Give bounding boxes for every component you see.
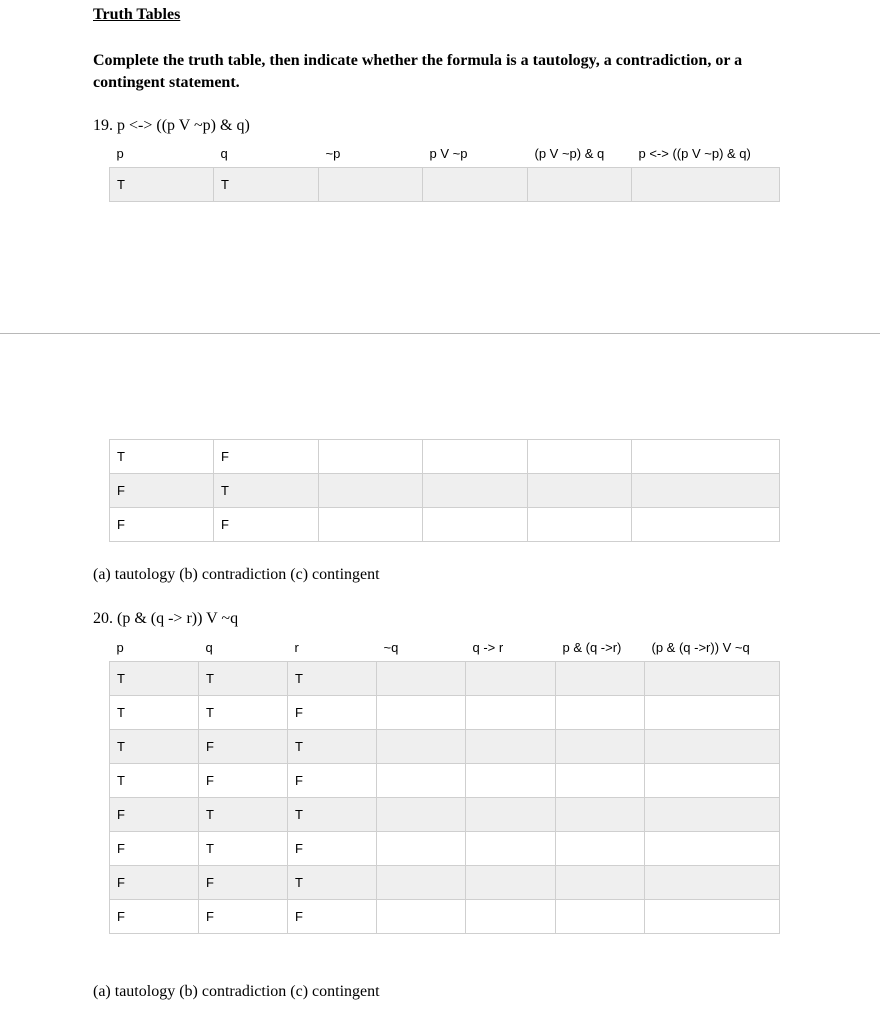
header-cell: q <box>205 640 213 655</box>
table-cell: T <box>110 662 199 696</box>
table-cell[interactable] <box>645 866 780 900</box>
table-cell[interactable] <box>423 440 528 474</box>
table-row <box>110 168 780 202</box>
table-cell[interactable] <box>423 508 528 542</box>
table-cell[interactable] <box>319 440 423 474</box>
table-cell[interactable] <box>319 508 423 542</box>
table-row <box>110 508 780 542</box>
table-cell[interactable] <box>528 508 632 542</box>
table-cell[interactable] <box>645 662 780 696</box>
table-cell[interactable] <box>466 662 556 696</box>
table-cell: T <box>199 696 288 730</box>
table-cell[interactable] <box>377 798 466 832</box>
table-cell: F <box>288 900 377 934</box>
header-cell: p <box>116 640 124 655</box>
table-cell[interactable] <box>423 474 528 508</box>
problem-20-label: 20. (p & (q -> r)) V ~q <box>93 610 239 627</box>
table-cell[interactable] <box>556 900 645 934</box>
table-cell: T <box>199 798 288 832</box>
table-cell[interactable] <box>466 866 556 900</box>
table-cell: F <box>199 764 288 798</box>
page-break-divider <box>0 333 880 334</box>
table-row <box>110 696 780 730</box>
table-cell: T <box>110 696 199 730</box>
table-cell[interactable] <box>377 866 466 900</box>
table-cell[interactable] <box>645 730 780 764</box>
table-row <box>110 764 780 798</box>
table-cell: T <box>214 474 319 508</box>
table-cell[interactable] <box>377 662 466 696</box>
table-cell: T <box>110 730 199 764</box>
table-cell[interactable] <box>632 508 780 542</box>
table-cell[interactable] <box>466 730 556 764</box>
table-header-row <box>110 140 780 168</box>
answer-options-19: (a) tautology (b) contradiction (c) contingent <box>93 566 380 583</box>
table-cell[interactable] <box>556 798 645 832</box>
table-cell: T <box>110 764 199 798</box>
table-cell[interactable] <box>423 168 528 202</box>
table-cell: F <box>110 832 199 866</box>
table-cell[interactable] <box>377 730 466 764</box>
table-cell: F <box>199 866 288 900</box>
table-cell[interactable] <box>466 832 556 866</box>
table-cell: F <box>110 866 199 900</box>
table-row <box>110 866 780 900</box>
table-cell: F <box>288 696 377 730</box>
table-cell: F <box>199 730 288 764</box>
problem-19-label: 19. p <-> ((p V ~p) & q) <box>93 117 250 134</box>
truth-table-20 <box>109 634 780 934</box>
table-cell[interactable] <box>377 832 466 866</box>
table-header-row <box>110 634 780 662</box>
table-row <box>110 730 780 764</box>
table-cell: F <box>288 764 377 798</box>
table-cell[interactable] <box>466 696 556 730</box>
table-cell: T <box>288 866 377 900</box>
answer-options-20: (a) tautology (b) contradiction (c) contingent <box>93 983 380 1000</box>
table-cell: F <box>214 440 319 474</box>
table-cell: T <box>288 730 377 764</box>
header-cell: q <box>220 146 228 161</box>
truth-table-19-bottom <box>109 439 780 542</box>
table-cell[interactable] <box>645 696 780 730</box>
table-cell[interactable] <box>632 168 780 202</box>
table-cell: F <box>110 900 199 934</box>
table-cell: T <box>288 662 377 696</box>
header-cell: ~p <box>325 146 341 161</box>
table-cell[interactable] <box>645 764 780 798</box>
header-cell: p & (q ->r) <box>562 640 622 655</box>
table-row <box>110 798 780 832</box>
table-cell[interactable] <box>528 168 632 202</box>
table-cell[interactable] <box>556 696 645 730</box>
table-cell[interactable] <box>556 730 645 764</box>
table-cell: T <box>199 662 288 696</box>
page-title: Truth Tables <box>93 6 181 23</box>
table-cell: T <box>214 168 319 202</box>
table-row <box>110 440 780 474</box>
header-cell: r <box>294 640 299 655</box>
table-cell: T <box>110 168 214 202</box>
table-cell: F <box>199 900 288 934</box>
header-cell: p <box>116 146 124 161</box>
table-cell[interactable] <box>377 696 466 730</box>
table-cell[interactable] <box>319 474 423 508</box>
table-cell[interactable] <box>466 900 556 934</box>
table-cell[interactable] <box>528 474 632 508</box>
header-cell: ~q <box>383 640 399 655</box>
table-cell[interactable] <box>466 764 556 798</box>
instructions: Complete the truth table, then indicate whether the formula is a tautology, a contradiction, or a contingent statement. <box>93 52 743 91</box>
header-cell: p <-> ((p V ~p) & q) <box>638 146 751 161</box>
header-cell: (p V ~p) & q <box>534 146 605 161</box>
table-cell[interactable] <box>632 440 780 474</box>
table-cell[interactable] <box>556 662 645 696</box>
table-cell[interactable] <box>377 764 466 798</box>
table-cell[interactable] <box>319 168 423 202</box>
table-cell[interactable] <box>645 900 780 934</box>
table-row <box>110 662 780 696</box>
table-cell: T <box>110 440 214 474</box>
table-cell[interactable] <box>556 866 645 900</box>
table-cell[interactable] <box>632 474 780 508</box>
table-cell[interactable] <box>556 832 645 866</box>
table-cell: F <box>110 798 199 832</box>
table-cell: F <box>214 508 319 542</box>
header-cell: p V ~p <box>429 146 468 161</box>
table-cell[interactable] <box>466 798 556 832</box>
table-cell[interactable] <box>377 900 466 934</box>
table-cell: T <box>199 832 288 866</box>
table-cell[interactable] <box>645 832 780 866</box>
table-cell: F <box>288 832 377 866</box>
table-cell[interactable] <box>556 764 645 798</box>
table-cell: F <box>110 508 214 542</box>
table-cell[interactable] <box>645 798 780 832</box>
header-cell: q -> r <box>472 640 504 655</box>
table-row <box>110 832 780 866</box>
truth-table-19-top <box>109 140 780 202</box>
header-cell: (p & (q ->r)) V ~q <box>651 640 750 655</box>
table-cell[interactable] <box>528 440 632 474</box>
table-row <box>110 474 780 508</box>
table-cell: F <box>110 474 214 508</box>
table-cell: T <box>288 798 377 832</box>
table-row <box>110 900 780 934</box>
